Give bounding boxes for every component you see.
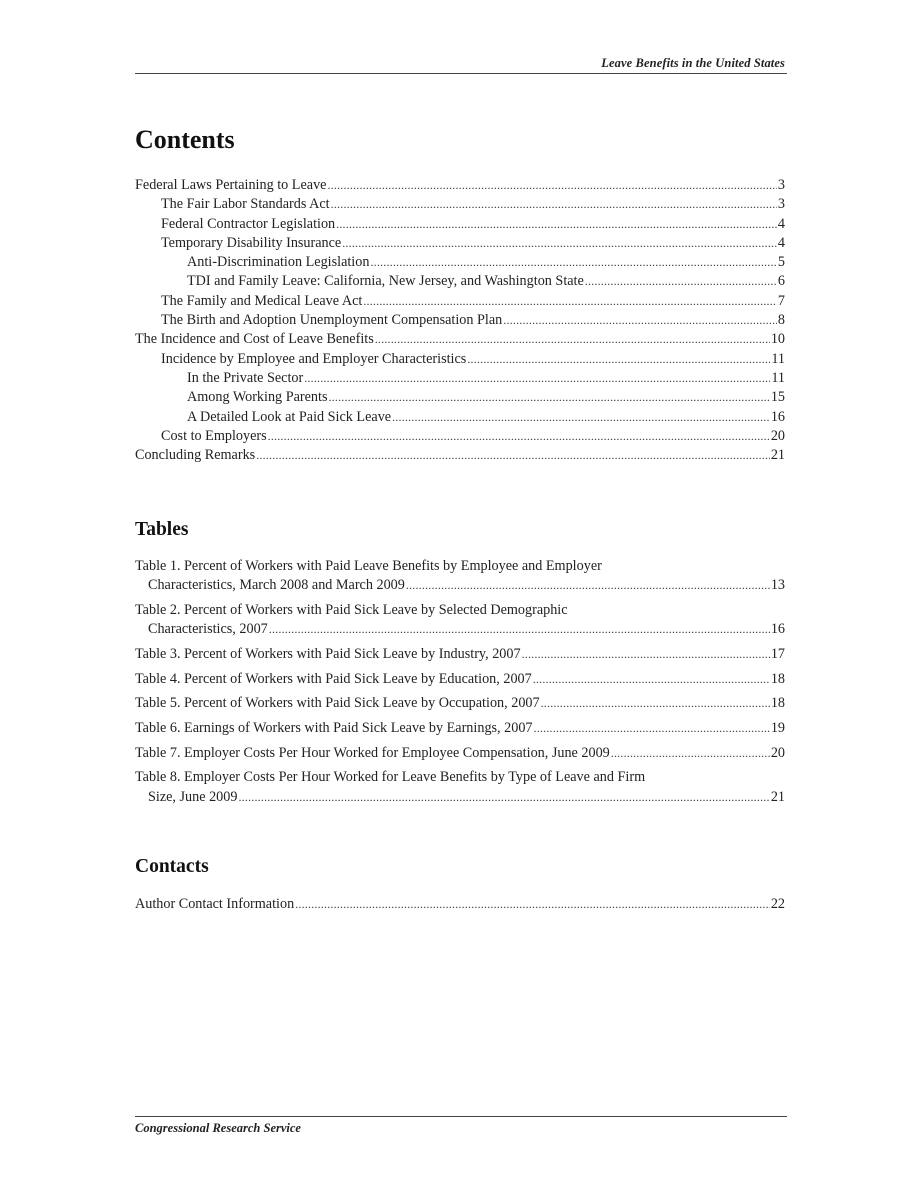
- toc-page-number: 15: [770, 389, 785, 406]
- dot-leader: [295, 895, 770, 914]
- toc-page-number: 8: [777, 312, 785, 329]
- toc-entry-text: Table 3. Percent of Workers with Paid Sick Leave by Industry, 2007: [135, 645, 521, 662]
- toc-page-number: 7: [777, 292, 785, 309]
- running-header-title: Leave Benefits in the United States: [601, 56, 785, 70]
- dot-leader: [467, 350, 770, 369]
- toc-entry-text: Table 7. Employer Costs Per Hour Worked for Employee Compensation, June 2009: [135, 744, 610, 761]
- contents-entry: [135, 369, 785, 388]
- contents-heading: Contents: [135, 125, 235, 154]
- toc-page-number: 21: [770, 788, 785, 805]
- toc-page-number: 3: [777, 196, 785, 213]
- toc-row[interactable]: [135, 446, 785, 465]
- contents-entry: [135, 272, 785, 291]
- toc-entry-text: TDI and Family Leave: California, New Jersey, and Washington State: [187, 273, 584, 290]
- toc-entry-text: Characteristics, 2007: [148, 621, 268, 638]
- toc-row[interactable]: [135, 895, 785, 914]
- dot-leader: [269, 620, 770, 639]
- dot-leader: [304, 369, 770, 388]
- toc-row[interactable]: [161, 195, 785, 214]
- toc-row[interactable]: [161, 350, 785, 369]
- toc-row[interactable]: [187, 388, 785, 407]
- table-entry-first-line[interactable]: Table 8. Employer Costs Per Hour Worked for Leave Benefits by Type of Leave and Firm: [135, 769, 646, 786]
- dot-leader: [522, 645, 770, 664]
- table-entry: [135, 557, 785, 596]
- toc-page-number: 10: [770, 331, 785, 348]
- dot-leader: [611, 744, 770, 763]
- toc-entry-text: Among Working Parents: [187, 389, 328, 406]
- toc-row[interactable]: [135, 330, 785, 349]
- toc-entry-text: The Fair Labor Standards Act: [161, 196, 330, 213]
- dot-leader: [256, 446, 770, 465]
- toc-page-number: 4: [777, 234, 785, 251]
- toc-entry-text: In the Private Sector: [187, 369, 304, 386]
- toc-entry-text: Size, June 2009: [148, 788, 238, 805]
- dot-leader: [375, 330, 770, 349]
- contacts-entry: [135, 895, 785, 914]
- toc-entry-text: Table 6. Earnings of Workers with Paid Sick Leave by Earnings, 2007: [135, 720, 533, 737]
- toc-row[interactable]: [135, 719, 785, 738]
- header-rule: [135, 73, 787, 74]
- table-entry-first-line[interactable]: Table 1. Percent of Workers with Paid Leave Benefits by Employee and Employer: [135, 558, 602, 574]
- table-entry: [135, 670, 785, 689]
- running-footer-publisher: Congressional Research Service: [135, 1121, 301, 1135]
- toc-row[interactable]: [161, 427, 785, 446]
- toc-row[interactable]: [135, 620, 785, 639]
- toc-entry-text: Concluding Remarks: [135, 447, 256, 464]
- dot-leader: [406, 576, 770, 595]
- dot-leader: [534, 719, 770, 738]
- toc-page-number: 16: [770, 621, 785, 638]
- dot-leader: [503, 311, 777, 330]
- contents-entry: [135, 195, 785, 214]
- toc-page-number: 4: [777, 215, 785, 232]
- contents-entry: [135, 427, 785, 446]
- table-entry: [135, 601, 785, 640]
- toc-entry-text: Table 4. Percent of Workers with Paid Sick Leave by Education, 2007: [135, 670, 532, 687]
- toc-entry-text: Federal Laws Pertaining to Leave: [135, 177, 327, 193]
- toc-page-number: 6: [777, 273, 785, 290]
- toc-page-number: 18: [770, 695, 785, 712]
- dot-leader: [328, 388, 769, 407]
- toc-page-number: 21: [770, 447, 785, 464]
- toc-page-number: 20: [770, 427, 785, 444]
- table-entry: [135, 719, 785, 738]
- toc-entry-text: The Incidence and Cost of Leave Benefits: [135, 331, 374, 348]
- table-entry: [135, 744, 785, 763]
- toc-row[interactable]: [187, 369, 785, 388]
- contents-entry: [135, 408, 785, 427]
- toc-entry-text: Incidence by Employee and Employer Characteristics: [161, 350, 467, 367]
- contents-entry: [135, 215, 785, 234]
- toc-entry-text: Cost to Employers: [161, 427, 267, 444]
- dot-leader: [363, 292, 777, 311]
- toc-entry-text: A Detailed Look at Paid Sick Leave: [187, 408, 392, 425]
- toc-page-number: 11: [771, 350, 785, 367]
- toc-entry-text: Characteristics, March 2008 and March 2009: [148, 577, 405, 594]
- toc-page-number: 11: [771, 369, 785, 386]
- toc-entry-text: Anti-Discrimination Legislation: [187, 254, 370, 271]
- table-entry: [135, 768, 785, 807]
- table-entry: [135, 694, 785, 713]
- toc-row[interactable]: [187, 272, 785, 291]
- toc-page-number: 18: [770, 670, 785, 687]
- toc-page-number: 3: [777, 177, 785, 193]
- dot-leader: [533, 670, 770, 689]
- toc-entry-text: Author Contact Information: [135, 896, 295, 912]
- toc-row[interactable]: [187, 253, 785, 272]
- tables-list: [135, 557, 785, 812]
- dot-leader: [392, 408, 770, 427]
- toc-row[interactable]: [161, 234, 785, 253]
- toc-page-number: 20: [770, 744, 785, 761]
- dot-leader: [370, 253, 776, 272]
- toc-entry-text: The Birth and Adoption Unemployment Compensation Plan: [161, 312, 503, 329]
- toc-page-number: 22: [770, 896, 785, 912]
- toc-page-number: 17: [770, 645, 785, 662]
- toc-row[interactable]: [161, 292, 785, 311]
- contents-entry: [135, 234, 785, 253]
- toc-row[interactable]: [135, 176, 785, 195]
- toc-row[interactable]: [135, 645, 785, 664]
- toc-row[interactable]: [135, 788, 785, 807]
- dot-leader: [268, 427, 770, 446]
- contents-entry: [135, 176, 785, 195]
- tables-heading: Tables: [135, 519, 189, 540]
- toc-row[interactable]: [135, 670, 785, 689]
- table-entry-first-line[interactable]: Table 2. Percent of Workers with Paid Sick Leave by Selected Demographic: [135, 601, 568, 618]
- contacts-list: [135, 895, 785, 914]
- toc-entry-text: Table 5. Percent of Workers with Paid Sick Leave by Occupation, 2007: [135, 695, 540, 712]
- dot-leader: [238, 788, 769, 807]
- dot-leader: [336, 215, 777, 234]
- toc-row[interactable]: [135, 744, 785, 763]
- toc-entry-text: Federal Contractor Legislation: [161, 215, 336, 232]
- toc-page-number: 19: [770, 720, 785, 737]
- toc-page-number: 5: [777, 254, 785, 271]
- dot-leader: [327, 176, 776, 195]
- dot-leader: [331, 195, 777, 214]
- dot-leader: [342, 234, 777, 253]
- contents-entry: [135, 446, 785, 465]
- contacts-heading: Contacts: [135, 856, 209, 877]
- contents-entry: [135, 292, 785, 311]
- contents-list: [135, 176, 785, 465]
- toc-page-number: 13: [770, 577, 785, 594]
- toc-page-number: 16: [770, 408, 785, 425]
- toc-row[interactable]: [135, 694, 785, 713]
- contents-entry: [135, 388, 785, 407]
- toc-entry-text: The Family and Medical Leave Act: [161, 292, 363, 309]
- toc-row[interactable]: [161, 215, 785, 234]
- dot-leader: [585, 272, 777, 291]
- contents-entry: [135, 330, 785, 349]
- contents-entry: [135, 311, 785, 330]
- toc-row[interactable]: [187, 408, 785, 427]
- toc-row[interactable]: [135, 576, 785, 595]
- dot-leader: [541, 694, 770, 713]
- contents-entry: [135, 350, 785, 369]
- toc-row[interactable]: [161, 311, 785, 330]
- toc-entry-text: Temporary Disability Insurance: [161, 234, 342, 251]
- table-entry: [135, 645, 785, 664]
- contents-entry: [135, 253, 785, 272]
- footer-rule: [135, 1116, 787, 1117]
